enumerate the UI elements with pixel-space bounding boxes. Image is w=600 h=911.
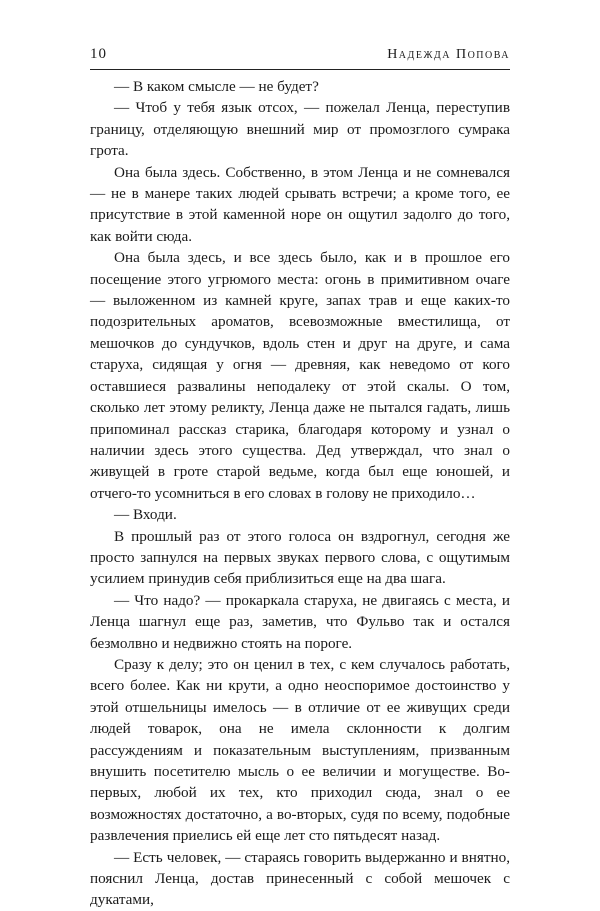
running-head-author: Надежда Попова	[387, 47, 510, 62]
paragraph: Она была здесь, и все здесь было, как и в прошлое его посещение этого угрюмого места: огонь в примитивном очаге — выложенном из камней круге, запах трав и еще каких-то подозрительных ароматов, всевозможные вместилища, от мешочков до сундучков, вдоль стен и друг на друге, и сама старуха, сидящая у огня — древняя, как неведомо от кого оставшиеся развалины неподалеку от этой скалы. О том, сколько лет этому реликту, Ленца даже не пытался гадать, лишь припоминал рассказ старика, благодаря которому и узнал о наличии здесь этого существа. Дед утверждал, что знал о живущей в гроте старой ведьме, когда был еще юношей, и отчего-то усомниться в его словах в голову не приходило…	[90, 249, 510, 502]
paragraph: В прошлый раз от этого голоса он вздрогнул, сегодня же просто запнулся на первых звуках первого слова, с ощутимым усилием принудив себя приблизиться еще на два шага.	[90, 527, 510, 588]
running-header	[90, 46, 510, 63]
paragraph: Она была здесь. Собственно, в этом Ленца и не сомневался — не в манере таких людей срывать встречи; а кроме того, ее присутствие в этой каменной норе он ощутил задолго до того, как войти сюда.	[90, 163, 510, 245]
paragraph: — Что надо? — прокаркала старуха, не двигаясь с места, и Ленца шагнул еще раз, заметив, что Фульво так и остался безмолвно и недвижно стоять на пороге.	[90, 591, 510, 652]
paragraph: Сразу к делу; это он ценил в тех, с кем случалось работать, всего более. Как ни крути, а одно неоспоримое достоинство у этой отшельницы имелось — в отличие от ее живущих среди людей товарок, она не имела склонности к долгим рассуждениям и показательным выступлениям, призванным внушить посетителю мысль о ее величии и могуществе. Во-первых, любой их тех, кто приходил сюда, знал о ее возможностях достаточно, а во-вторых, судя по всему, подобные развлечения приелись ей еще лет сто пятьдесят назад.	[90, 655, 510, 845]
header-rule	[90, 69, 510, 70]
page-body	[90, 76, 510, 911]
paragraph: — Входи.	[114, 506, 177, 524]
paragraph: — Чтоб у тебя язык отсох, — пожелал Ленца, переступив границу, отделяющую внешний мир от промозглого сумрака грота.	[90, 99, 510, 160]
paragraph: — В каком смысле — не будет?	[114, 78, 319, 95]
paragraph: — Есть человек, — стараясь говорить выдержанно и внятно, пояснил Ленца, достав принесенный с собой мешочек с дукатами,	[90, 848, 510, 909]
page-number: 10	[90, 46, 107, 62]
